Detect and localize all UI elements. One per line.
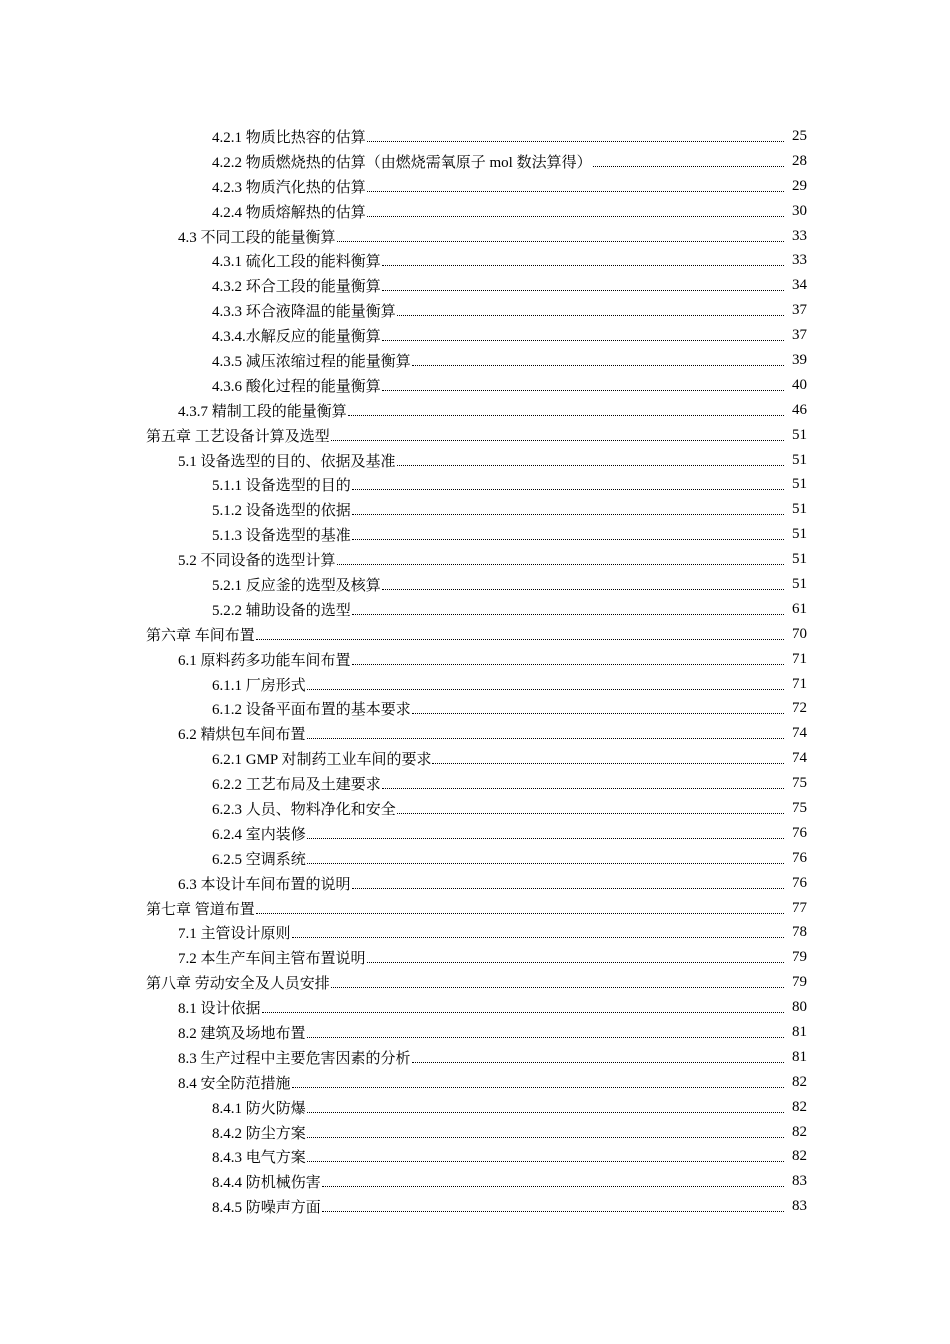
toc-entry-page-number: 83 — [792, 1198, 807, 1215]
toc-entry-page-number: 51 — [792, 551, 807, 568]
toc-entry-title: 第七章 管道布置 — [146, 901, 255, 918]
toc-entry[interactable] — [0, 597, 950, 622]
toc-entry-title: 7.1 主管设计原则 — [178, 926, 291, 943]
toc-dot-leader — [352, 664, 784, 665]
toc-entry[interactable] — [0, 1145, 950, 1170]
toc-entry-page-number: 76 — [792, 849, 807, 866]
toc-dot-leader — [307, 1112, 784, 1113]
toc-dot-leader — [367, 962, 784, 963]
toc-dot-leader — [397, 315, 784, 316]
toc-entry[interactable] — [0, 1120, 950, 1145]
toc-entry[interactable] — [0, 995, 950, 1020]
toc-dot-leader — [352, 888, 784, 889]
toc-dot-leader — [307, 1161, 784, 1162]
toc-dot-leader — [256, 913, 784, 914]
toc-entry[interactable] — [0, 1070, 950, 1095]
toc-entry-page-number: 37 — [792, 327, 807, 344]
toc-entry-page-number: 72 — [792, 700, 807, 717]
toc-entry-page-number: 80 — [792, 999, 807, 1016]
toc-entry-page-number: 25 — [792, 127, 807, 144]
toc-entry-title: 6.2.1 GMP 对制药工业车间的要求 — [212, 752, 432, 769]
toc-entry-page-number: 76 — [792, 824, 807, 841]
toc-entry-page-number: 30 — [792, 202, 807, 219]
toc-entry-title: 8.4.4 防机械伤害 — [212, 1175, 321, 1192]
toc-dot-leader — [382, 265, 784, 266]
toc-dot-leader — [262, 1012, 784, 1013]
toc-entry[interactable] — [0, 572, 950, 597]
toc-entry-title: 6.2.2 工艺布局及土建要求 — [212, 777, 381, 794]
toc-entry-page-number: 61 — [792, 600, 807, 617]
toc-dot-leader — [348, 415, 784, 416]
toc-dot-leader — [382, 390, 784, 391]
toc-entry[interactable] — [0, 921, 950, 946]
toc-dot-leader — [397, 813, 784, 814]
toc-entry-title: 4.3.2 环合工段的能量衡算 — [212, 279, 381, 296]
toc-dot-leader — [307, 838, 784, 839]
toc-entry-title: 8.4.2 防尘方案 — [212, 1125, 306, 1142]
toc-entry[interactable] — [0, 174, 950, 199]
toc-entry-title: 第六章 车间布置 — [146, 627, 255, 644]
toc-entry-title: 7.2 本生产车间主管布置说明 — [178, 951, 366, 968]
toc-dot-leader — [292, 1087, 784, 1088]
toc-dot-leader — [367, 141, 784, 142]
toc-entry-title: 8.4.5 防噪声方面 — [212, 1200, 321, 1217]
toc-entry[interactable] — [0, 398, 950, 423]
toc-entry-title: 4.2.2 物质燃烧热的估算（由燃烧需氧原子 mol 数法算得） — [212, 154, 592, 171]
toc-entry-page-number: 75 — [792, 775, 807, 792]
toc-entry-title: 5.1 设备选型的目的、依据及基准 — [178, 453, 396, 470]
toc-entry-title: 4.3.3 环合液降温的能量衡算 — [212, 304, 396, 321]
toc-dot-leader — [256, 639, 784, 640]
toc-entry-page-number: 33 — [792, 227, 807, 244]
toc-dot-leader — [367, 216, 784, 217]
toc-entry-title: 4.2.1 物质比热容的估算 — [212, 129, 366, 146]
toc-entry[interactable] — [0, 547, 950, 572]
toc-entry-title: 4.2.4 物质熔解热的估算 — [212, 204, 366, 221]
toc-entry-title: 6.2.3 人员、物料净化和安全 — [212, 801, 396, 818]
toc-entry-title: 8.1 设计依据 — [178, 1001, 261, 1018]
toc-entry-title: 8.4.3 电气方案 — [212, 1150, 306, 1167]
toc-entry[interactable] — [0, 497, 950, 522]
toc-entry[interactable] — [0, 1169, 950, 1194]
toc-entry-title: 4.3.6 酸化过程的能量衡算 — [212, 378, 381, 395]
toc-entry-page-number: 70 — [792, 625, 807, 642]
toc-entry[interactable] — [0, 472, 950, 497]
toc-dot-leader — [307, 738, 784, 739]
toc-entry[interactable] — [0, 871, 950, 896]
toc-entry[interactable] — [0, 248, 950, 273]
toc-dot-leader — [307, 689, 784, 690]
toc-dot-leader — [307, 1037, 784, 1038]
toc-entry[interactable] — [0, 1045, 950, 1070]
toc-entry[interactable] — [0, 622, 950, 647]
toc-entry-page-number: 76 — [792, 874, 807, 891]
toc-dot-leader — [412, 713, 784, 714]
toc-entry[interactable] — [0, 945, 950, 970]
toc-entry-title: 4.3.5 减压浓缩过程的能量衡算 — [212, 353, 411, 370]
toc-entry-page-number: 77 — [792, 899, 807, 916]
toc-entry-page-number: 37 — [792, 302, 807, 319]
toc-entry-title: 6.2.5 空调系统 — [212, 851, 306, 868]
toc-entry[interactable] — [0, 273, 950, 298]
toc-entry[interactable] — [0, 124, 950, 149]
toc-entry[interactable] — [0, 1194, 950, 1219]
toc-dot-leader — [593, 166, 784, 167]
toc-entry-page-number: 51 — [792, 501, 807, 518]
toc-entry-page-number: 81 — [792, 1048, 807, 1065]
toc-entry[interactable] — [0, 522, 950, 547]
toc-dot-leader — [382, 340, 784, 341]
toc-dot-leader — [352, 514, 784, 515]
toc-entry-title: 4.3 不同工段的能量衡算 — [178, 229, 336, 246]
toc-dot-leader — [352, 489, 784, 490]
toc-entry-title: 5.1.1 设备选型的目的 — [212, 478, 351, 495]
toc-entry-page-number: 71 — [792, 675, 807, 692]
toc-entry-title: 6.2 精烘包车间布置 — [178, 727, 306, 744]
toc-entry-page-number: 71 — [792, 650, 807, 667]
toc-entry[interactable] — [0, 771, 950, 796]
toc-entry[interactable] — [0, 721, 950, 746]
toc-entry-title: 5.1.2 设备选型的依据 — [212, 503, 351, 520]
toc-entry-page-number: 81 — [792, 1024, 807, 1040]
toc-entry[interactable] — [0, 696, 950, 721]
toc-entry-page-number: 51 — [792, 451, 807, 468]
toc-dot-leader — [432, 763, 784, 764]
toc-entry-page-number: 51 — [792, 426, 807, 443]
toc-entry-page-number: 28 — [792, 152, 807, 169]
toc-entry-page-number: 29 — [792, 177, 807, 194]
toc-entry-title: 5.2.2 辅助设备的选型 — [212, 602, 351, 619]
toc-entry-page-number: 51 — [792, 575, 807, 592]
toc-entry[interactable] — [0, 323, 950, 348]
toc-entry-title: 6.2.4 室内装修 — [212, 826, 306, 843]
toc-entry-title: 4.2.3 物质汽化热的估算 — [212, 179, 366, 196]
toc-entry[interactable] — [0, 373, 950, 398]
toc-entry[interactable] — [0, 298, 950, 323]
toc-entry-title: 5.2 不同设备的选型计算 — [178, 553, 336, 570]
toc-entry-page-number: 74 — [792, 725, 807, 742]
toc-dot-leader — [331, 440, 784, 441]
toc-entry-title: 4.3.4.水解反应的能量衡算 — [212, 329, 381, 346]
toc-entry[interactable] — [0, 672, 950, 697]
toc-dot-leader — [382, 290, 784, 291]
toc-dot-leader — [367, 191, 784, 192]
toc-dot-leader — [322, 1186, 784, 1187]
toc-entry-page-number: 79 — [792, 974, 807, 991]
toc-entry[interactable] — [0, 746, 950, 771]
toc-entry[interactable] — [0, 796, 950, 821]
toc-entry[interactable] — [0, 821, 950, 846]
toc-entry-page-number: 82 — [792, 1073, 807, 1090]
toc-dot-leader — [382, 589, 784, 590]
toc-dot-leader — [307, 863, 784, 864]
toc-entry[interactable] — [0, 149, 950, 174]
toc-entry-page-number: 82 — [792, 1123, 807, 1140]
toc-entry-page-number: 33 — [792, 252, 807, 269]
toc-dot-leader — [352, 614, 784, 615]
toc-entry-page-number: 51 — [792, 476, 807, 493]
toc-entry[interactable] — [0, 423, 950, 448]
toc-dot-leader — [322, 1211, 784, 1212]
toc-entry[interactable] — [0, 846, 950, 871]
toc-entry[interactable] — [0, 1095, 950, 1120]
toc-entry-title: 6.1.2 设备平面布置的基本要求 — [212, 702, 411, 719]
toc-entry[interactable] — [0, 896, 950, 921]
toc-dot-leader — [352, 539, 784, 540]
toc-entry-page-number: 40 — [792, 376, 807, 393]
toc-dot-leader — [412, 365, 784, 366]
toc-dot-leader — [397, 465, 784, 466]
table-of-contents — [0, 124, 950, 1219]
toc-entry-title: 8.4 安全防范措施 — [178, 1075, 291, 1092]
toc-entry[interactable] — [0, 1020, 950, 1045]
toc-dot-leader — [337, 241, 784, 242]
toc-entry-title: 5.1.3 设备选型的基准 — [212, 528, 351, 545]
toc-entry[interactable] — [0, 448, 950, 473]
toc-entry-page-number: 83 — [792, 1173, 807, 1190]
toc-entry[interactable] — [0, 647, 950, 672]
toc-entry-title: 5.2.1 反应釜的选型及核算 — [212, 577, 381, 594]
toc-entry-page-number: 75 — [792, 799, 807, 816]
toc-entry-title: 8.4.1 防火防爆 — [212, 1100, 306, 1117]
toc-entry-title: 4.3.7 精制工段的能量衡算 — [178, 403, 347, 420]
toc-dot-leader — [337, 564, 784, 565]
toc-entry[interactable] — [0, 970, 950, 995]
toc-entry-page-number: 51 — [792, 526, 807, 543]
toc-dot-leader — [331, 987, 784, 988]
toc-entry-page-number: 78 — [792, 924, 807, 941]
toc-dot-leader — [307, 1137, 784, 1138]
toc-entry[interactable] — [0, 348, 950, 373]
toc-dot-leader — [412, 1062, 784, 1063]
toc-dot-leader — [292, 937, 784, 938]
toc-entry-title: 6.1 原料药多功能车间布置 — [178, 652, 351, 669]
toc-entry-page-number: 82 — [792, 1098, 807, 1115]
toc-entry-page-number: 34 — [792, 277, 807, 294]
toc-entry-title: 6.3 本设计车间布置的说明 — [178, 876, 351, 893]
toc-entry-page-number: 79 — [792, 949, 807, 966]
toc-entry-title: 8.3 生产过程中主要危害因素的分析 — [178, 1050, 411, 1067]
toc-entry-page-number: 82 — [792, 1148, 807, 1165]
toc-entry-title: 第八章 劳动安全及人员安排 — [146, 976, 330, 993]
toc-entry[interactable] — [0, 224, 950, 249]
toc-entry-page-number: 74 — [792, 750, 807, 767]
toc-dot-leader — [382, 788, 784, 789]
toc-entry-page-number: 39 — [792, 351, 807, 368]
toc-entry-title: 6.1.1 厂房形式 — [212, 677, 306, 694]
toc-entry-page-number: 46 — [792, 401, 807, 418]
toc-entry[interactable] — [0, 199, 950, 224]
toc-entry-title: 4.3.1 硫化工段的能料衡算 — [212, 254, 381, 271]
toc-entry-title: 第五章 工艺设备计算及选型 — [146, 428, 330, 445]
toc-entry-title: 8.2 建筑及场地布置 — [178, 1026, 306, 1042]
